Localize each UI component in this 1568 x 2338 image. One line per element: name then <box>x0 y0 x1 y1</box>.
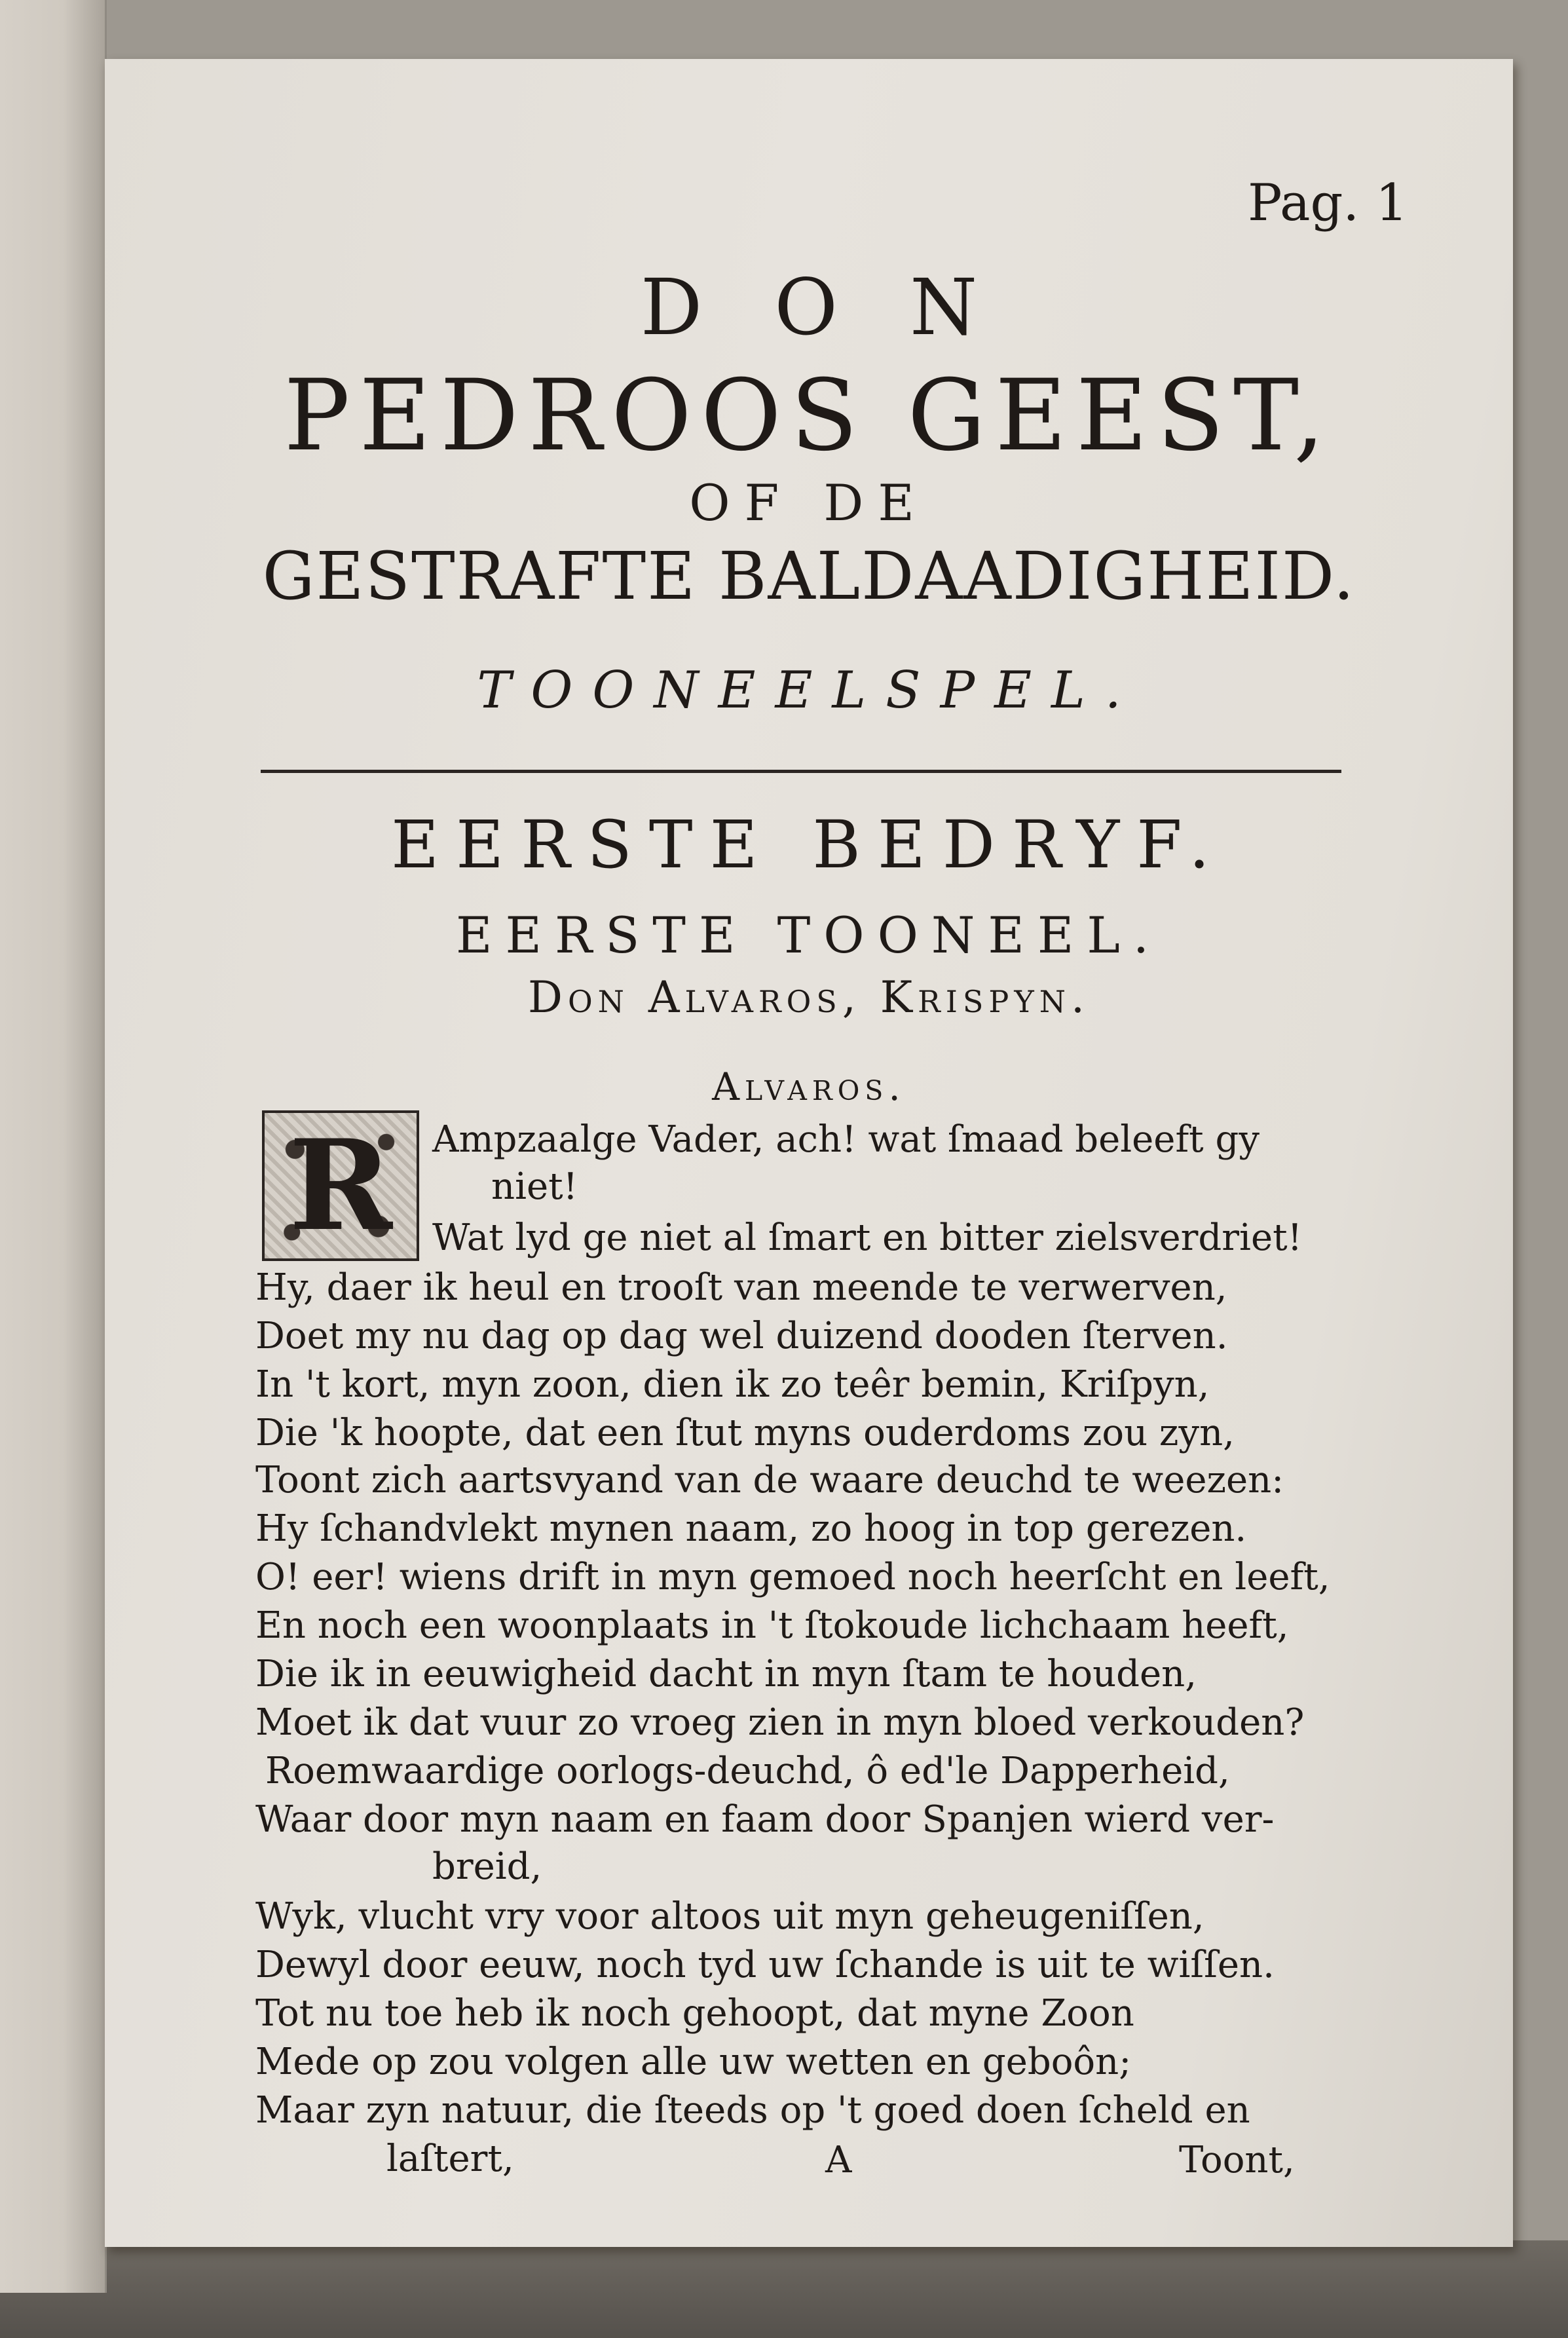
verse-line: Roemwaardige oorlogs-deuchd, ô ed'le Dapperheid, <box>265 1750 1230 1792</box>
horizontal-rule <box>261 770 1341 773</box>
decorated-initial <box>262 1110 419 1261</box>
scene-heading: EERSTE TOONEEL. <box>456 906 1162 964</box>
verse-line: O! eer! wiens drift in myn gemoed noch heerſcht en leeft, <box>255 1556 1330 1598</box>
verse-line: Moet ik dat vuur zo vroeg zien in myn bloed verkouden? <box>255 1701 1305 1744</box>
verse-line: Wat lyd ge niet al ſmart en bitter zielsverdriet! <box>432 1216 1303 1259</box>
verse-line: Hy, daer ik heul en trooſt van meende te verwerven, <box>255 1266 1227 1309</box>
verse-line: Maar zyn natuur, die ſteeds op 't goed doen ſcheld en <box>255 2089 1250 2132</box>
verse-line: niet! <box>491 1165 578 1208</box>
verse-line: En noch een woonplaats in 't ſtokoude lichchaam heeft, <box>255 1604 1289 1647</box>
speaker-name: Alvaros. <box>712 1065 906 1109</box>
title-line-pedroos-geest: PEDROOS GEEST, <box>284 359 1334 473</box>
catchword: Toont, <box>1179 2139 1295 2181</box>
verse-line: Doet my nu dag op dag wel duizend dooden ſterven. <box>255 1315 1228 1357</box>
signature-mark: A <box>825 2139 852 2181</box>
verse-line: In 't kort, myn zoon, dien ik zo teêr bemin, Kriſpyn, <box>255 1363 1210 1406</box>
verse-line: Toont zich aartsvyand van de waare deuchd te weezen: <box>255 1459 1284 1501</box>
verse-line: Tot nu toe heb ik noch gehoopt, dat myne Zoon <box>255 1992 1134 2035</box>
verse-line: Ampzaalge Vader, ach! wat ſmaad beleeft gy <box>432 1118 1260 1161</box>
drop-cap-letter: R <box>289 1112 392 1258</box>
verse-line: breid, <box>432 1845 542 1888</box>
background-shadow <box>0 2240 1568 2338</box>
title-line-of-de: OF DE <box>689 474 929 532</box>
verse-line: Die ik in eeuwigheid dacht in myn ſtam te houden, <box>255 1653 1197 1695</box>
verse-line: Hy ſchandvlekt mynen naam, zo hoog in top gerezen. <box>255 1507 1247 1550</box>
genre-label: TOONEELSPEL. <box>477 661 1141 720</box>
left-facing-page <box>0 0 107 2293</box>
page-number: Pag. 1 <box>1248 174 1408 233</box>
verse-line: Mede op zou volgen alle uw wetten en geboôn; <box>255 2041 1132 2083</box>
book-page <box>105 59 1513 2247</box>
verse-line: Waar door myn naam en faam door Spanjen wierd ver- <box>255 1798 1275 1841</box>
verse-line: Die 'k hoopte, dat een ſtut myns ouderdoms zou zyn, <box>255 1412 1235 1454</box>
act-heading: EERSTE BEDRYF. <box>391 806 1227 883</box>
verse-line: Dewyl door eeuw, noch tyd uw ſchande is uit te wiſſen. <box>255 1944 1275 1986</box>
character-list: Don Alvaros, Krispyn. <box>528 972 1090 1023</box>
verse-line: laſtert, <box>386 2138 514 2180</box>
title-line-don: DON <box>640 262 1050 352</box>
title-line-gestrafte: GESTRAFTE BALDAADIGHEID. <box>262 538 1356 614</box>
verse-line: Wyk, vlucht vry voor altoos uit myn geheugeniſſen, <box>255 1895 1204 1938</box>
